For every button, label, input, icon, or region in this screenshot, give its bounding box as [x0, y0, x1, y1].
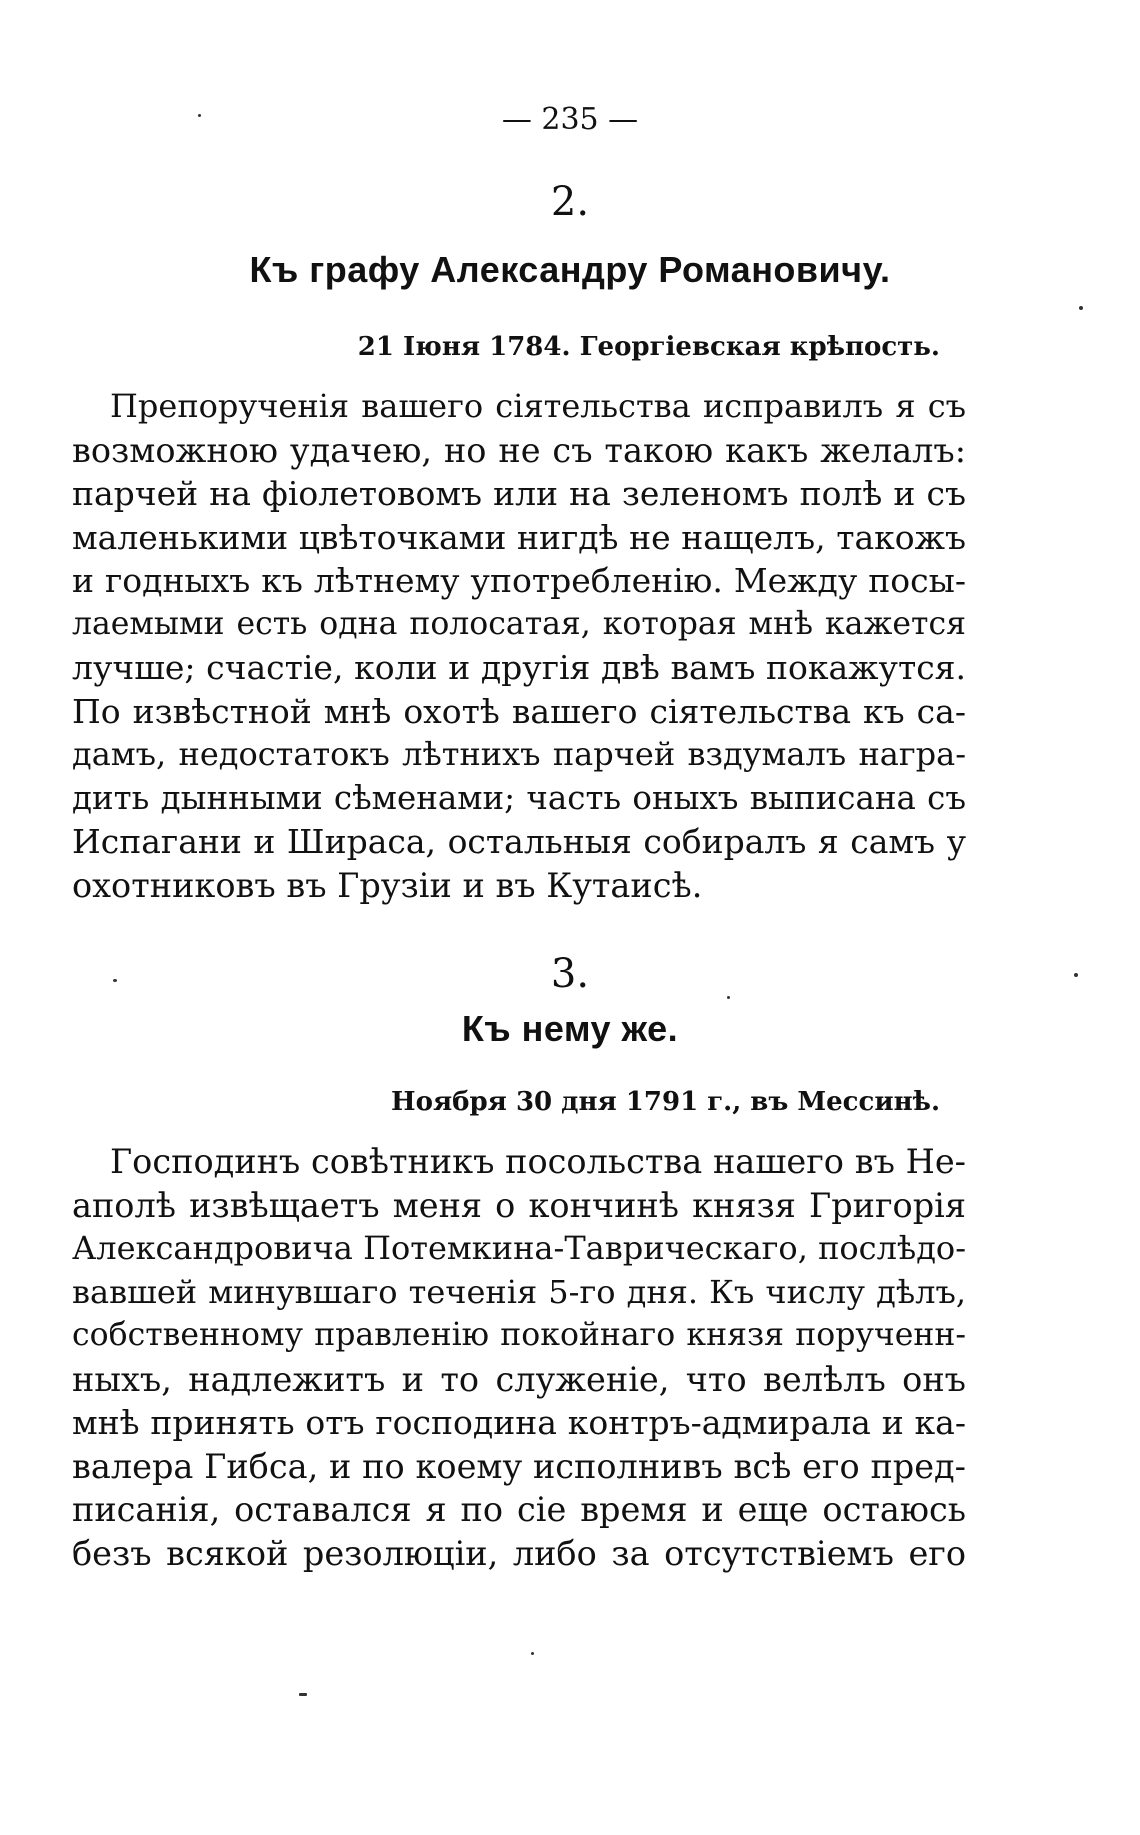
text-line: дить дынными сѣменами; часть оныхъ выписана съ	[72, 778, 966, 817]
text-line: По извѣстной мнѣ охотѣ вашего сіятельства къ са-	[72, 691, 966, 731]
text-line: безъ всякой резолюціи, либо за отсутствіемъ его	[72, 1533, 966, 1573]
scan-speck	[531, 1652, 534, 1655]
section-2-dateline: 21 Іюня 1784. Георгіевская крѣпость.	[357, 332, 940, 362]
text-line: возможною удачею, но не съ такою какъ желалъ:	[72, 430, 966, 470]
section-3-dateline: Ноября 30 дня 1791 г., въ Мессинѣ.	[391, 1087, 940, 1117]
section-3-heading: Къ нему же.	[461, 1008, 679, 1049]
text-line: дамъ, недостатокъ лѣтнихъ парчей вздумалъ награ-	[72, 735, 966, 773]
text-line: валера Гибса, и по коему исполнивъ всѣ его пред-	[72, 1446, 966, 1486]
section-2-paragraph	[72, 385, 966, 907]
section-2-number: 2.	[550, 179, 590, 225]
scan-speck	[1074, 973, 1078, 977]
text-line: Испагани и Шираса, остальныя собиралъ я самъ у	[72, 822, 966, 861]
scan-speck	[1079, 306, 1083, 310]
section-3-paragraph	[72, 1140, 966, 1575]
text-line: писанія, оставался я по сіе время и еще остаюсь	[72, 1490, 966, 1529]
scan-speck	[727, 996, 730, 999]
scan-speck	[299, 1693, 307, 1696]
text-line: Господинъ совѣтникъ посольства нашего въ Не-	[110, 1142, 966, 1181]
text-line: собственному правленію покойнаго князя порученн-	[72, 1317, 966, 1353]
text-line: мнѣ принять отъ господина контръ-адмирала и ка-	[72, 1403, 966, 1442]
scan-speck	[113, 979, 117, 982]
text-line: охотниковъ въ Грузіи и въ Кутаисѣ.	[72, 865, 703, 905]
scan-speck	[198, 114, 201, 117]
section-2-heading: Къ графу Александру Романовичу.	[249, 249, 891, 290]
text-line: Препорученія вашего сіятельства исправилъ я съ	[110, 387, 966, 425]
text-line: ныхъ, надлежитъ и то служеніе, что велѣлъ онъ	[72, 1359, 966, 1399]
text-line: Александровича Потемкина-Таврическаго, послѣдо-	[72, 1229, 966, 1267]
text-line: маленькими цвѣточками нигдѣ не нащелъ, такожъ	[72, 517, 966, 557]
text-line: и годныхъ къ лѣтнему употребленію. Между посы-	[72, 561, 966, 600]
page-number: — 235 —	[501, 102, 639, 137]
text-line: лучше; счастіе, коли и другія двѣ вамъ покажутся.	[72, 648, 966, 687]
text-line: вавшей минувшаго теченія 5-го дня. Къ числу дѣлъ,	[72, 1272, 966, 1311]
text-line: парчей на фіолетовомъ или на зеленомъ полѣ и съ	[72, 474, 966, 513]
text-line: лаемыми есть одна полосатая, которая мнѣ кажется	[72, 605, 966, 642]
text-line: аполѣ извѣщаетъ меня о кончинѣ князя Григорія	[72, 1185, 966, 1225]
section-3-number: 3.	[550, 951, 590, 997]
